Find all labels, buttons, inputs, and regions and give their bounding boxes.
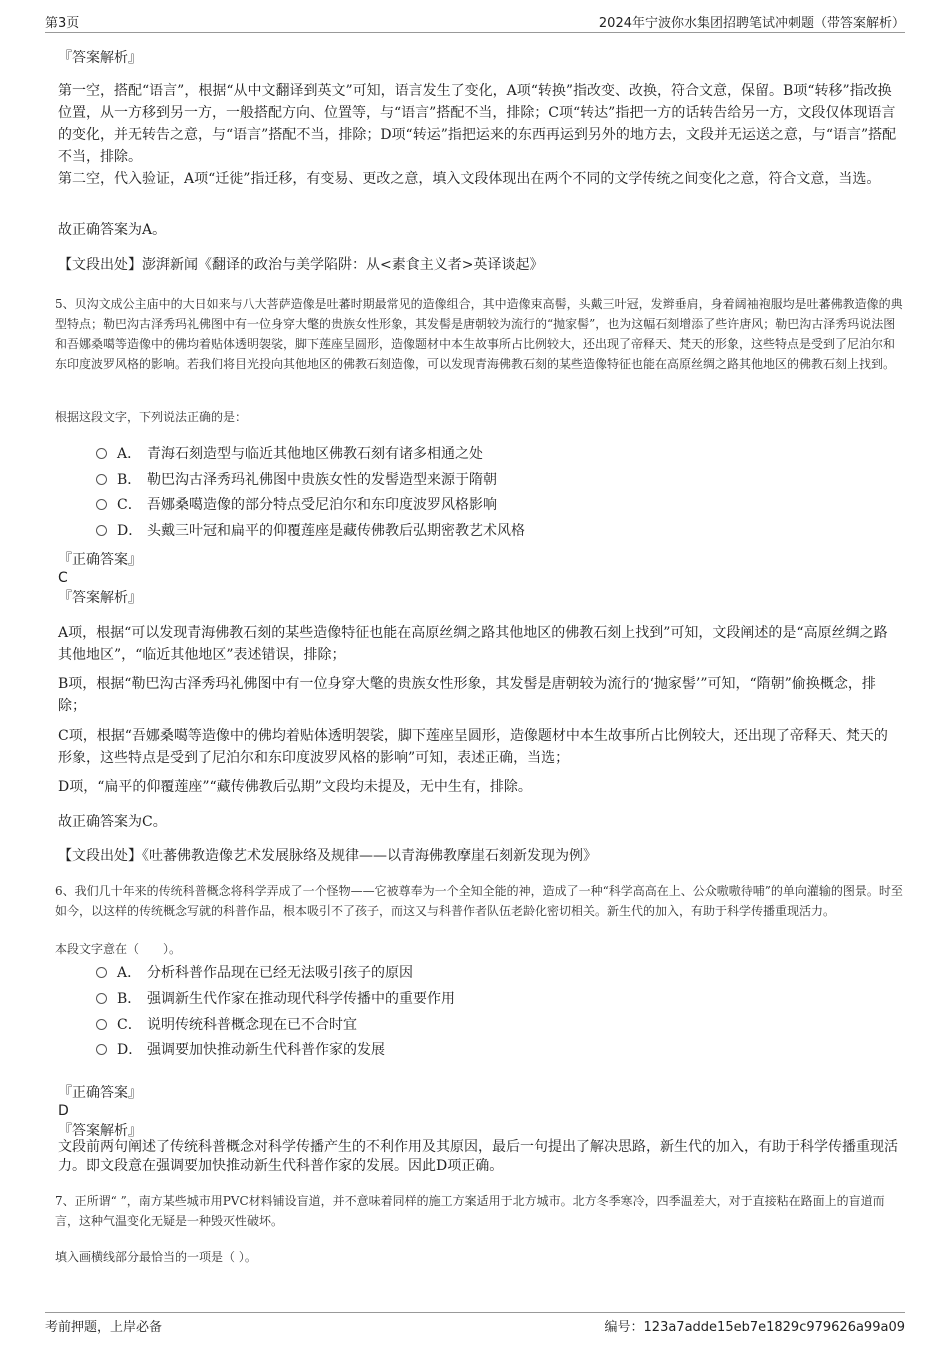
- q5-option-b[interactable]: [96, 469, 497, 491]
- page-footer: [45, 1312, 905, 1337]
- option-letter: C．: [117, 1017, 142, 1033]
- option-text: 头戴三叶冠和扁平的仰覆莲座是藏传佛教后弘期密教艺术风格: [147, 523, 525, 539]
- document-title: 2024年宁波你水集团招聘笔试冲刺题（带答案解析）: [598, 16, 905, 31]
- q6-stem: 6、我们几十年来的传统科普概念将科学弄成了一个怪物——它被尊奉为一个全知全能的神，造成了一种“科学高高在上、公众嗷嗷待哺”的单向灌输的图景。时至如今，以这样的传统概念写就的科普作品，根本吸引不了孩子，而这又与科普作者队伍老龄化密切相关。新生代的加入，有助于科学传播重现活力。: [55, 884, 903, 918]
- radio-icon[interactable]: [96, 525, 107, 536]
- option-text: 说明传统科普概念现在已不合时宜: [147, 1017, 357, 1033]
- radio-icon[interactable]: [96, 967, 107, 978]
- q5-source: 【文段出处】《吐蕃佛教造像艺术发展脉络及规律——以青海佛教摩崖石刻新发现为例》: [58, 848, 597, 864]
- radio-icon[interactable]: [96, 993, 107, 1004]
- radio-icon[interactable]: [96, 448, 107, 459]
- q4-analysis-label: 『答案解析』: [58, 50, 142, 66]
- q5-option-a[interactable]: [96, 443, 483, 465]
- q4-analysis-para2: 第二空，代入验证，A项“迁徙”指迁移，有变易、更改之意，填入文段体现出在两个不同的文学传统之间变化之意，符合文意，当选。: [58, 171, 881, 187]
- q5-option-c[interactable]: [96, 494, 497, 516]
- q5-option-d[interactable]: [96, 520, 525, 542]
- q5-analysis-a: A项，根据“可以发现青海佛教石刻的某些造像特征也能在高原丝绸之路其他地区的佛教石刻上找到”可知，文段阐述的是“高原丝绸之路其他地区”，“临近其他地区”表述错误，排除；: [58, 625, 888, 663]
- option-text: 强调新生代作家在推动现代科学传播中的重要作用: [147, 991, 455, 1007]
- option-letter: A．: [117, 446, 142, 462]
- q6-option-b[interactable]: [96, 988, 455, 1010]
- q5-analysis-b: B项，根据“勒巴沟古泽秀玛礼佛图中有一位身穿大氅的贵族女性形象，其发髻是唐朝较为流行的‘抛家髻’”可知，“隋朝”偷换概念，排除；: [58, 676, 876, 714]
- radio-icon[interactable]: [96, 474, 107, 485]
- page-header: [45, 10, 905, 33]
- q7-prompt: 填入画横线部分最恰当的一项是（ ）。: [55, 1250, 257, 1264]
- q5-analysis-d: D项，“扁平的仰覆莲座”“藏传佛教后弘期”文段均未提及，无中生有，排除。: [58, 779, 532, 795]
- option-text: 青海石刻造型与临近其他地区佛教石刻有诸多相通之处: [147, 446, 483, 462]
- q6-analysis: 文段前两句阐述了传统科普概念对科学传播产生的不利作用及其原因，最后一句提出了解决思路，新生代的加入，有助于科学传播重现活力。即文段意在强调要加快推动新生代科普作家的发展。因此D项正确。: [58, 1139, 898, 1174]
- q4-source: 【文段出处】澎湃新闻《翻译的政治与美学陷阱：从<素食主义者>英译谈起》: [58, 257, 544, 273]
- q5-analysis-c: C项，根据“吾娜桑噶等造像中的佛均着贴体透明袈裟，脚下莲座呈圆形，造像题材中本生故事所占比例较大，还出现了帝释天、梵天的形象，这些特点是受到了尼泊尔和东印度波罗风格的影响”可知，表述正确，当选；: [58, 728, 888, 766]
- radio-icon[interactable]: [96, 1044, 107, 1055]
- document-id: 编号：123a7adde15eb7e1829c979626a99a09: [604, 1320, 905, 1335]
- q6-answer: D: [58, 1103, 69, 1119]
- q5-answer: C: [58, 570, 68, 586]
- q6-prompt: 本段文字意在（ ）。: [55, 942, 182, 956]
- option-letter: D．: [117, 1042, 143, 1058]
- q6-option-a[interactable]: [96, 962, 413, 984]
- radio-icon[interactable]: [96, 499, 107, 510]
- q5-conclusion: 故正确答案为C。: [58, 814, 167, 830]
- option-text: 强调要加快推动新生代科普作家的发展: [147, 1042, 385, 1058]
- option-text: 分析科普作品现在已经无法吸引孩子的原因: [147, 965, 413, 981]
- option-text: 吾娜桑噶造像的部分特点受尼泊尔和东印度波罗风格影响: [147, 497, 497, 513]
- page-number: 第3页: [45, 16, 80, 31]
- radio-icon[interactable]: [96, 1019, 107, 1030]
- q5-stem: 5、贝沟文成公主庙中的大日如来与八大菩萨造像是吐蕃时期最常见的造像组合，其中造像束高髻，头戴三叶冠，发辫垂肩，身着阔袖袍服均是吐蕃佛教造像的典型特点；勒巴沟古泽秀玛礼佛图中有一位身穿大氅的贵族女性形象，其发髻是唐朝较为流行的“抛家髻”，也为这幅石刻增添了些许唐风；勒巴沟古泽秀玛说法图和吾娜桑噶等造像中的佛均着贴体透明袈裟，脚下莲座呈圆形，造像题材中本生故事所占比例较大，还出现了帝释天、梵天的形象，这些特点是受到了尼泊尔和东印度波罗风格的影响。若我们将目光投向其他地区的佛教石刻造像，可以发现青海佛教石刻的某些造像特征也能在高原丝绸之路其他地区的佛教石刻上找到。: [55, 297, 903, 371]
- q7-stem: 7、正所谓“ ”，南方某些城市用PVC材料铺设盲道，并不意味着同样的施工方案适用于北方城市。北方冬季寒冷，四季温差大，对于直接粘在路面上的盲道而言，这种气温变化无疑是一种毁灭性破坏。: [55, 1194, 885, 1228]
- option-letter: B．: [117, 472, 142, 488]
- q4-analysis-para1: 第一空，搭配“语言”，根据“从中文翻译到英文”可知，语言发生了变化，A项“转换”指改变、改换，符合文意，保留。B项“转移”指改换位置，从一方移到另一方，一般搭配方向、位置等，与“语言”搭配不当，排除；C项“转达”指把一方的话转告给另一方，文段仅体现语言的变化，并无转告之意，与“语言”搭配不当，排除；D项“转运”指把运来的东西再运到另外的地方去，文段并无运送之意，与“语言”搭配不当，排除。: [58, 83, 897, 165]
- q5-answer-label: 『正确答案』: [58, 552, 142, 568]
- q6-option-d[interactable]: [96, 1039, 385, 1061]
- option-letter: A．: [117, 965, 142, 981]
- option-text: 勒巴沟古泽秀玛礼佛图中贵族女性的发髻造型来源于隋朝: [147, 472, 497, 488]
- q5-prompt: 根据这段文字，下列说法正确的是：: [55, 410, 248, 424]
- option-letter: C．: [117, 497, 142, 513]
- option-letter: B．: [117, 991, 142, 1007]
- q5-analysis-label: 『答案解析』: [58, 590, 142, 606]
- option-letter: D．: [117, 523, 143, 539]
- q4-conclusion: 故正确答案为A。: [58, 222, 167, 238]
- q6-answer-label: 『正确答案』: [58, 1085, 142, 1101]
- footer-slogan: 考前押题，上岸必备: [45, 1320, 163, 1335]
- q6-analysis-label: 『答案解析』: [58, 1123, 142, 1139]
- q6-option-c[interactable]: [96, 1014, 357, 1036]
